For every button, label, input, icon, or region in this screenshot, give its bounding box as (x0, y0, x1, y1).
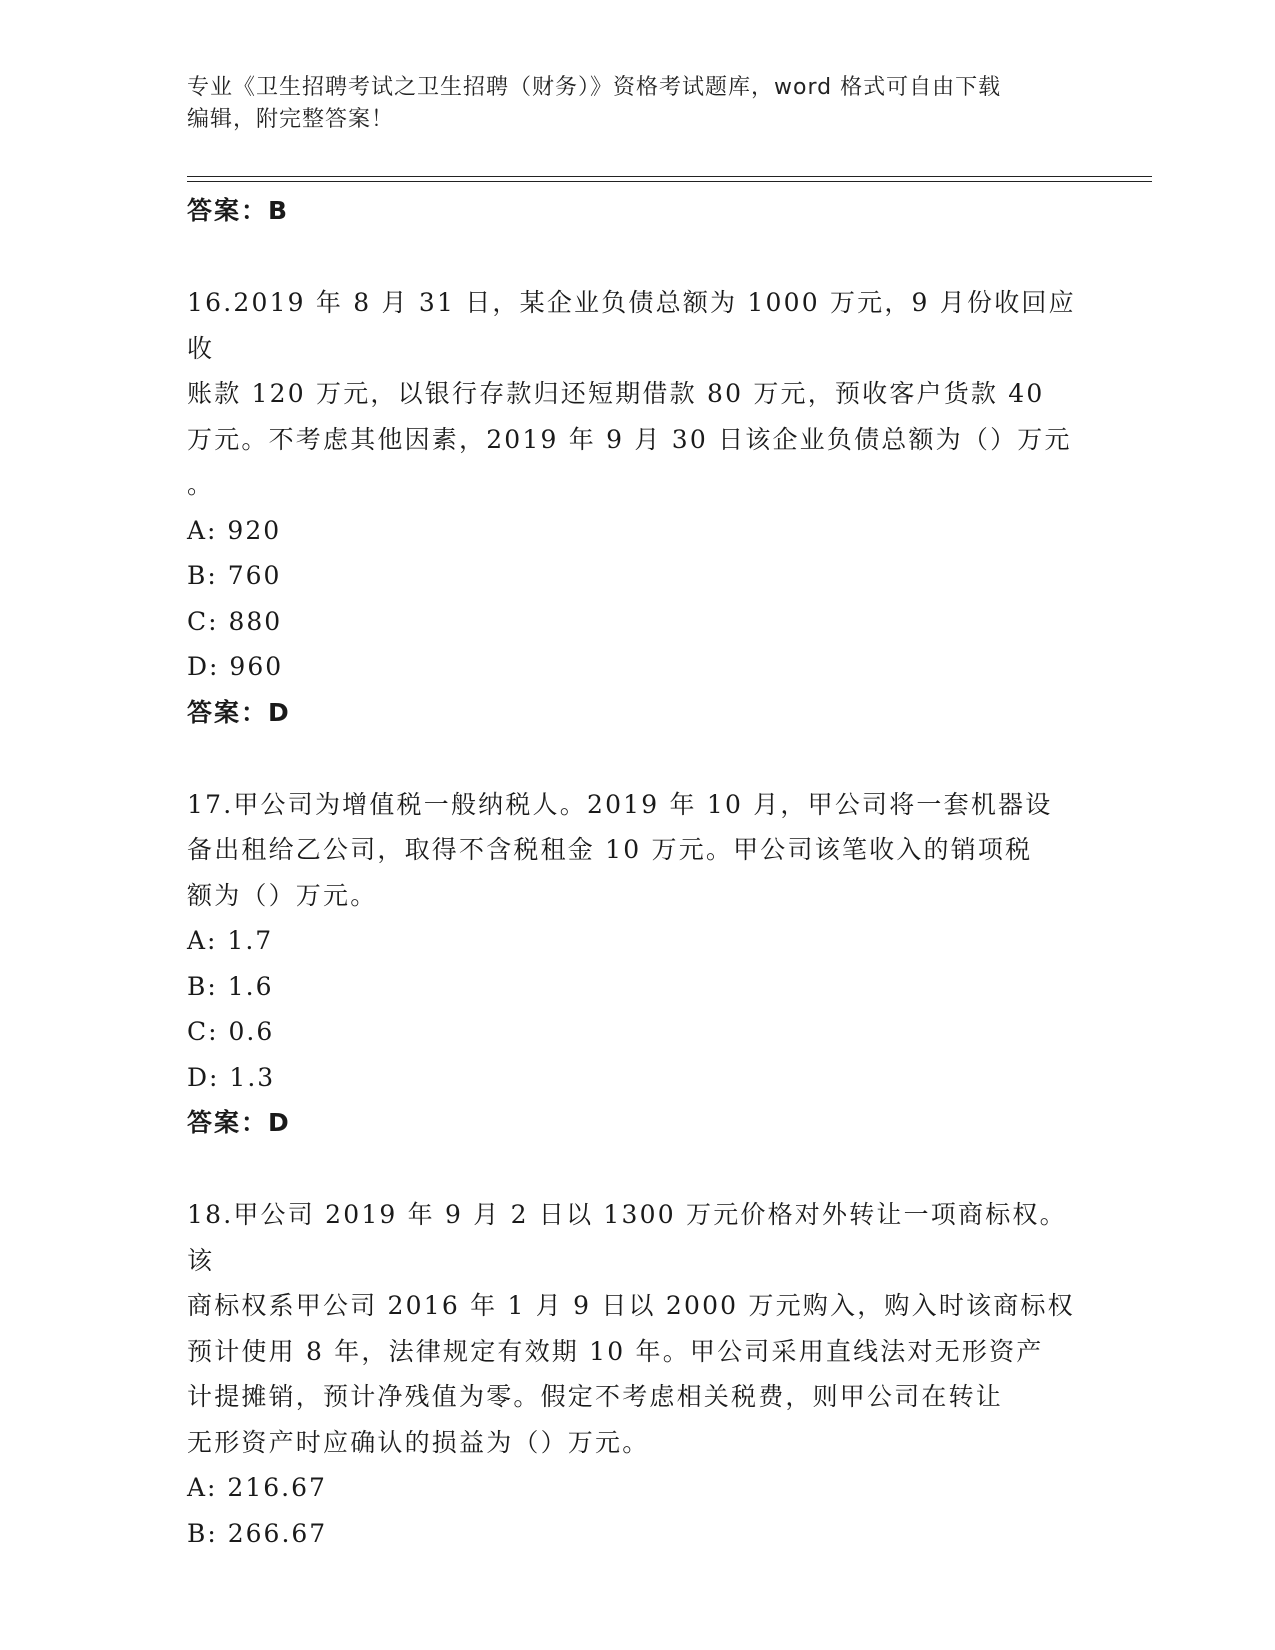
question-18 (187, 1192, 1087, 1556)
option-a: A: 216.67 (187, 1473, 327, 1502)
answer-line: 答案：D (187, 1108, 291, 1137)
document-body (187, 188, 1087, 1556)
question-stem: 16.2019 年 8 月 31 日，某企业负债总额为 1000 万元，9 月份收回应收 账款 120 万元，以银行存款归还短期借款 80 万元，预收客户货款 40 万元。不考虑其他因素，2019 年 9 月 30 日该企业负债总额为（）万元 。 (187, 288, 1076, 499)
header-line-1: 专业《卫生招聘考试之卫生招聘（财务）》资格考试题库，word 格式可自由下载 (187, 75, 1002, 100)
question-stem: 17.甲公司为增值税一般纳税人。2019 年 10 月，甲公司将一套机器设 备出租给乙公司，取得不含税租金 10 万元。甲公司该笔收入的销项税 额为（）万元。 (187, 789, 1053, 910)
option-b: B: 1.6 (187, 971, 274, 1001)
question-17 (187, 782, 1087, 1147)
option-d: D: 960 (187, 652, 284, 681)
option-c: C: 880 (187, 606, 283, 636)
page-header (187, 72, 1067, 136)
header-line-2: 编辑，附完整答案！ (187, 107, 395, 132)
option-d: D: 1.3 (187, 1062, 276, 1092)
option-c: C: 0.6 (187, 1017, 275, 1046)
option-b: B: 760 (187, 561, 282, 590)
option-a: A: 920 (187, 515, 282, 545)
option-a: A: 1.7 (187, 926, 274, 955)
option-b: B: 266.67 (187, 1518, 328, 1548)
question-stem: 18.甲公司 2019 年 9 月 2 日以 1300 万元价格对外转让一项商标权。该 商标权系甲公司 2016 年 1 月 9 日以 2000 万元购入，购入时该商标权 预计使用 8 年，法律规定有效期 10 年。甲公司采用直线法对无形资产 计提摊销，预计净残值为零。假定不考虑相关税费，则甲公司在转让 无形资产时应确认的损益为（）万元。 (187, 1200, 1075, 1457)
question-16 (187, 280, 1087, 736)
header-rule-top (187, 176, 1152, 177)
answer-line: 答案：D (187, 697, 291, 727)
answer-line: 答案：B (187, 196, 290, 225)
header-rule-bottom (187, 181, 1152, 182)
